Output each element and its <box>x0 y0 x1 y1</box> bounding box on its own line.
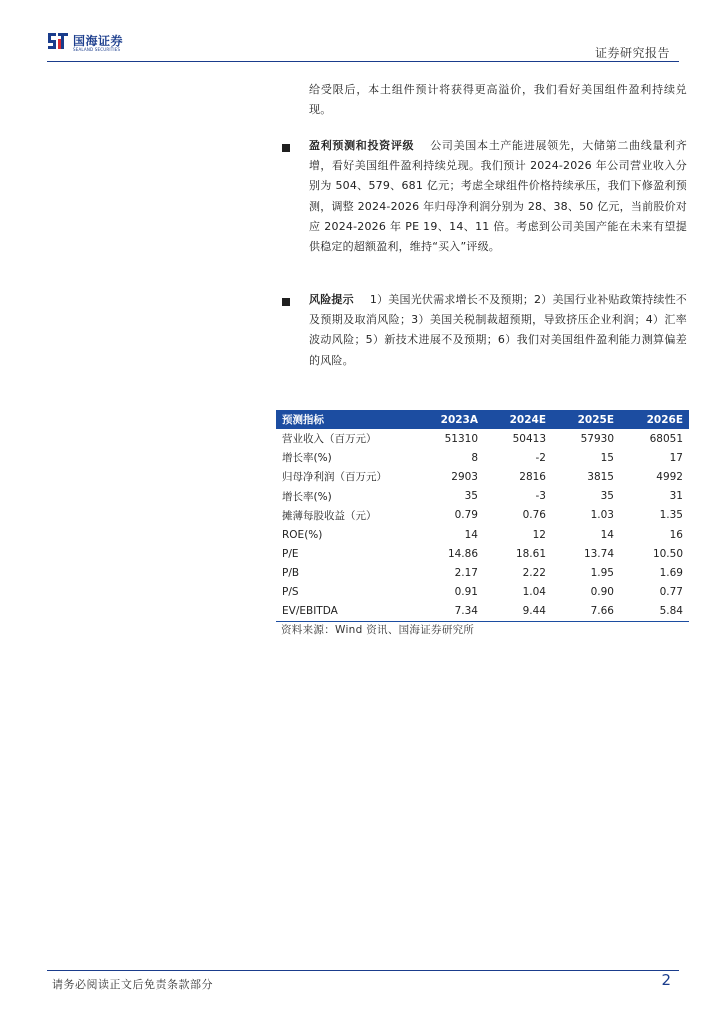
table-cell: 0.91 <box>454 586 478 599</box>
table-row <box>276 467 689 486</box>
table-cell: 35 <box>464 490 478 503</box>
table-cell: 8 <box>471 451 478 464</box>
table-row <box>276 429 689 448</box>
table-cell: 2903 <box>451 470 478 483</box>
table-cell: 17 <box>669 451 683 464</box>
table-cell: 9.44 <box>484 602 552 622</box>
table-cell: 50413 <box>512 432 546 445</box>
table-cell: 2.22 <box>522 566 546 579</box>
table-cell: 35 <box>600 490 614 503</box>
table-cell: 14 <box>464 528 478 541</box>
table-cell: 51310 <box>444 432 478 445</box>
table-header-cell: 预测指标 <box>276 410 416 429</box>
company-logo <box>47 31 137 53</box>
logo-text-cn: 国海证券 <box>73 34 124 48</box>
report-type-label: 证券研究报告 <box>594 46 670 60</box>
table-cell: P/S <box>282 586 299 599</box>
table-header-cell: 2024E <box>484 410 552 429</box>
table-header-cell: 2026E <box>620 410 689 429</box>
table-header-row <box>276 410 689 429</box>
table-cell: 7.66 <box>552 602 620 622</box>
table-cell: 2.17 <box>454 566 478 579</box>
table-row <box>276 487 689 506</box>
page-number: 2 <box>661 971 671 989</box>
table-cell: 0.90 <box>590 586 614 599</box>
table-cell: 1.35 <box>659 509 683 522</box>
bullet-square-icon <box>282 298 290 306</box>
table-row <box>276 602 689 622</box>
investment-rating-paragraph <box>309 136 687 257</box>
table-cell: 12 <box>532 528 546 541</box>
footer-divider <box>47 970 679 971</box>
footer-disclaimer: 请务必阅读正文后免责条款部分 <box>52 978 213 991</box>
table-cell: 68051 <box>649 432 683 445</box>
risk-warning-heading: 风险提示 <box>309 293 354 306</box>
table-cell: 归母净利润（百万元） <box>282 471 387 484</box>
intro-paragraph: 给受限后，本土组件预计将获得更高溢价，我们看好美国组件盈利持续兑现。 <box>309 83 687 117</box>
table-cell: 增长率(%) <box>282 490 332 503</box>
table-cell: 0.76 <box>522 509 546 522</box>
table-cell: 14.86 <box>447 547 478 560</box>
table-cell: 31 <box>669 490 683 503</box>
table-cell: -3 <box>535 490 546 503</box>
table-cell: 57930 <box>580 432 614 445</box>
table-row <box>276 563 689 582</box>
investment-rating-text: 公司美国本土产能进展领先，大储第二曲线量利齐增，看好美国组件盈利持续兑现。我们预计 2024-2026 年公司营业收入分别为 504、579、681 亿元；考虑全球组件价格持续承压，我们下修盈利预测，调整 2024-2026 年归母净利润分别为 28、38、50 亿元，当前股价对应 2024-2026 年 PE 19、14、11 倍。考虑到公司美国产能在未来有望提供稳定的超额盈利，维持“买入”评级。 <box>309 139 687 254</box>
table-cell: P/E <box>282 547 299 560</box>
table-cell: 3815 <box>587 470 614 483</box>
table-cell: 1.95 <box>590 566 614 579</box>
table-header-cell: 2023A <box>416 410 484 429</box>
table-source-note: 资料来源：Wind 资讯、国海证券研究所 <box>281 624 475 636</box>
forecast-table <box>276 410 689 622</box>
table-header-cell: 2025E <box>552 410 620 429</box>
table-cell: -2 <box>535 451 546 464</box>
table-row <box>276 525 689 544</box>
table-cell: 14 <box>600 528 614 541</box>
table-cell: 4992 <box>656 470 683 483</box>
table-row <box>276 583 689 602</box>
table-cell: 13.74 <box>583 547 614 560</box>
table-cell: 1.69 <box>659 566 683 579</box>
risk-warning-paragraph <box>309 290 687 371</box>
table-cell: 2816 <box>519 470 546 483</box>
logo-text-en: SEALAND SECURITIES <box>73 47 121 52</box>
table-cell: 7.34 <box>416 602 484 622</box>
table-cell: 10.50 <box>652 547 683 560</box>
table-row <box>276 544 689 563</box>
table-row <box>276 506 689 525</box>
table-cell: 摊薄每股收益（元） <box>282 509 377 522</box>
table-row <box>276 448 689 467</box>
table-cell: 0.79 <box>454 509 478 522</box>
table-cell: 营业收入（百万元） <box>282 433 377 446</box>
investment-rating-heading: 盈利预测和投资评级 <box>309 139 415 152</box>
table-cell: 15 <box>600 451 614 464</box>
table-cell: EV/EBITDA <box>276 602 416 622</box>
table-cell: ROE(%) <box>282 528 323 541</box>
table-cell: 0.77 <box>659 586 683 599</box>
bullet-square-icon <box>282 144 290 152</box>
sealand-logo-icon <box>47 31 69 51</box>
table-cell: 增长率(%) <box>282 452 332 465</box>
table-cell: 1.03 <box>590 509 614 522</box>
risk-warning-text: 1）美国光伏需求增长不及预期；2）美国行业补贴政策持续性不及预期及取消风险；3）美国关税制裁超预期，导致挤压企业利润；4）汇率波动风险；5）新技术进展不及预期；6）我们对美国组件盈利能力测算偏差的风险。 <box>309 293 687 367</box>
table-cell: P/B <box>282 566 300 579</box>
table-cell: 1.04 <box>522 586 546 599</box>
table-cell: 18.61 <box>515 547 546 560</box>
table-cell: 5.84 <box>620 602 689 622</box>
table-cell: 16 <box>669 528 683 541</box>
header-divider <box>47 61 679 62</box>
